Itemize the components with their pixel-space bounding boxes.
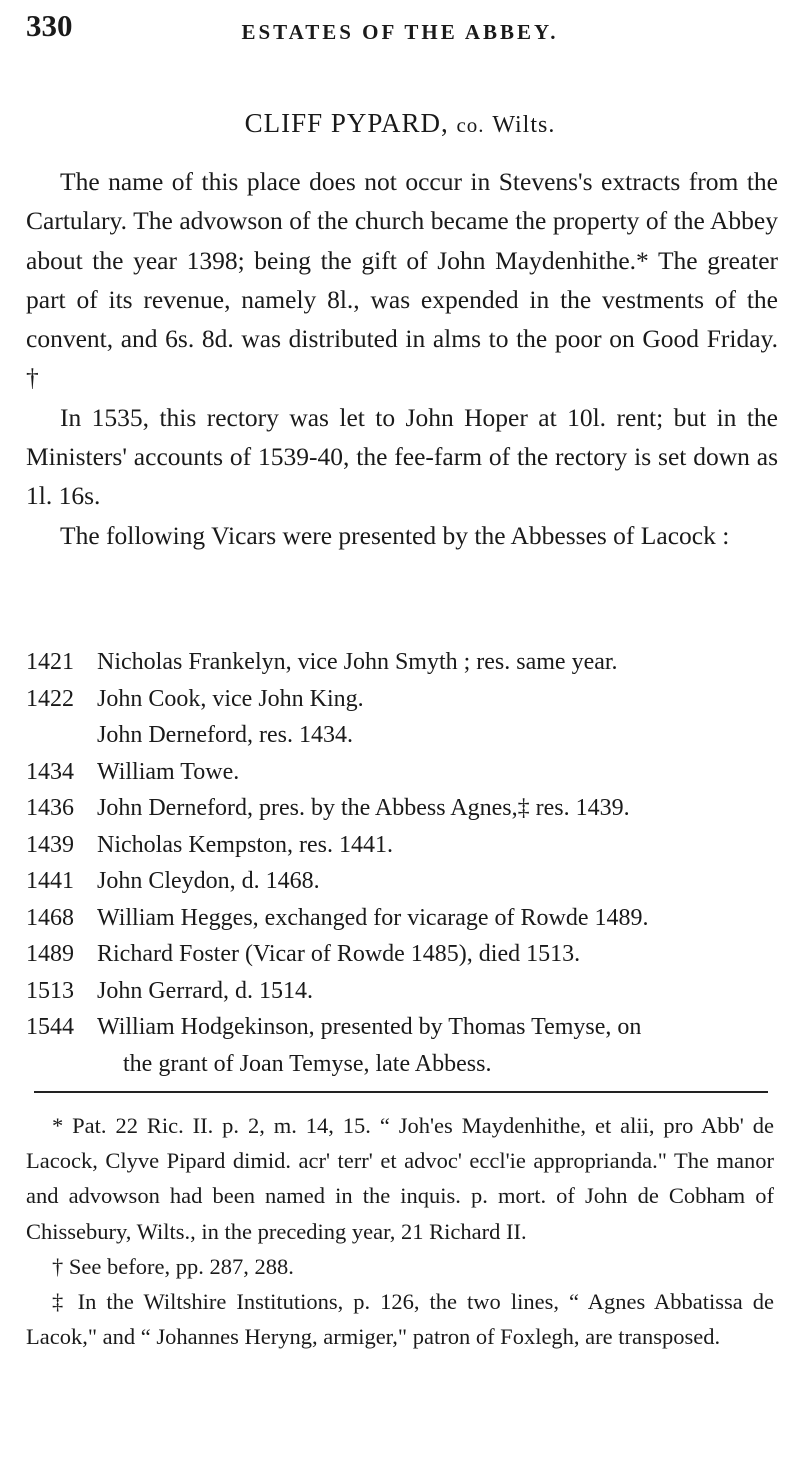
section-title [0, 108, 800, 139]
vicar-entry [26, 827, 778, 864]
vicar-year: 1422 [26, 685, 74, 712]
vicar-text: John Gerrard, d. 1514. [97, 977, 313, 1004]
vicar-entry [26, 1009, 778, 1046]
vicar-year: 1441 [26, 868, 74, 894]
body-text [26, 162, 778, 555]
vicar-year: 1439 [26, 831, 74, 858]
vicar-entry [26, 973, 778, 1010]
vicar-entry [26, 900, 778, 937]
vicar-text: Nicholas Kempston, res. 1441. [97, 831, 393, 858]
vicar-list [26, 644, 778, 1082]
vicar-entry [26, 936, 778, 973]
vicar-year: 1434 [26, 758, 74, 785]
footnote-divider [34, 1091, 768, 1093]
vicar-text: John Cook, vice John King. [97, 685, 364, 712]
body-paragraph: In 1535, this rectory was let to John Hoper at 10l. rent; but in the Ministers' accounts of 1539-40, the fee-farm of the rectory is set down as 1l. 16s. [26, 402, 778, 511]
section-title-co: co. [456, 113, 485, 137]
section-title-county: Wilts. [492, 112, 556, 138]
vicar-text: the grant of Joan Temyse, late Abbess. [123, 1050, 492, 1077]
vicar-entry [26, 863, 778, 900]
vicar-entry [26, 681, 778, 718]
footnotes [26, 1108, 774, 1354]
vicar-year: 1544 [26, 1014, 74, 1040]
footnote: ‡ In the Wiltshire Institutions, p. 126, the two lines, “ Agnes Abbatissa de Lacok," and “ Johannes Heryng, armiger," patron of Foxlegh, are transposed. [26, 1289, 774, 1350]
vicar-text: William Hodgekinson, presented by Thomas Temyse, on [97, 1014, 642, 1040]
vicar-text: John Derneford, res. 1434. [97, 722, 353, 748]
page-number: 330 [26, 8, 73, 43]
vicar-text: William Hegges, exchanged for vicarage of Rowde 1489. [97, 904, 649, 931]
vicar-entry [26, 717, 778, 754]
vicar-year: 1468 [26, 904, 74, 931]
vicar-year: 1436 [26, 795, 74, 821]
vicar-text: Nicholas Frankelyn, vice John Smyth ; res. same year. [97, 649, 618, 675]
vicar-text: Richard Foster (Vicar of Rowde 1485), died 1513. [97, 941, 581, 967]
section-title-main: CLIFF PYPARD, [244, 108, 449, 138]
vicar-entry [26, 790, 778, 827]
body-paragraph: The name of this place does not occur in Stevens's extracts from the Cartulary. The advowson of the church became the property of the Abbey about the year 1398; being the gift of John Maydenhithe.* The greater part of its revenue, namely 8l., was expended in the vestments of the convent, and 6s. 8d. was distributed in alms to the poor on Good Friday. † [26, 167, 778, 393]
vicar-text: William Towe. [97, 758, 240, 785]
vicar-entry [26, 644, 778, 681]
vicar-year [26, 717, 97, 754]
vicar-year [26, 1046, 97, 1083]
body-paragraph: The following Vicars were presented by the Abbesses of Lacock : [60, 520, 730, 550]
vicar-entry [26, 754, 778, 791]
vicar-text: John Derneford, pres. by the Abbess Agnes,‡ res. 1439. [97, 795, 630, 821]
footnote: * Pat. 22 Ric. II. p. 2, m. 14, 15. “ Joh'es Maydenhithe, et alii, pro Abb' de Lacock, Clyve Pipard dimid. acr' terr' et advoc' eccl'ie approprianda." The manor and advowson had been named in the inquis. p. mort. of John de Cobham of Chissebury, Wilts., in the preceding year, 21 Richard II. [26, 1113, 774, 1244]
vicar-year: 1513 [26, 977, 74, 1004]
vicar-entry [26, 1046, 778, 1083]
vicar-text: John Cleydon, d. 1468. [97, 868, 320, 894]
vicar-year: 1421 [26, 649, 74, 675]
vicar-year: 1489 [26, 941, 74, 967]
running-head [26, 8, 774, 48]
running-title: ESTATES OF THE ABBEY. [241, 20, 559, 44]
footnote: † See before, pp. 287, 288. [52, 1253, 294, 1279]
